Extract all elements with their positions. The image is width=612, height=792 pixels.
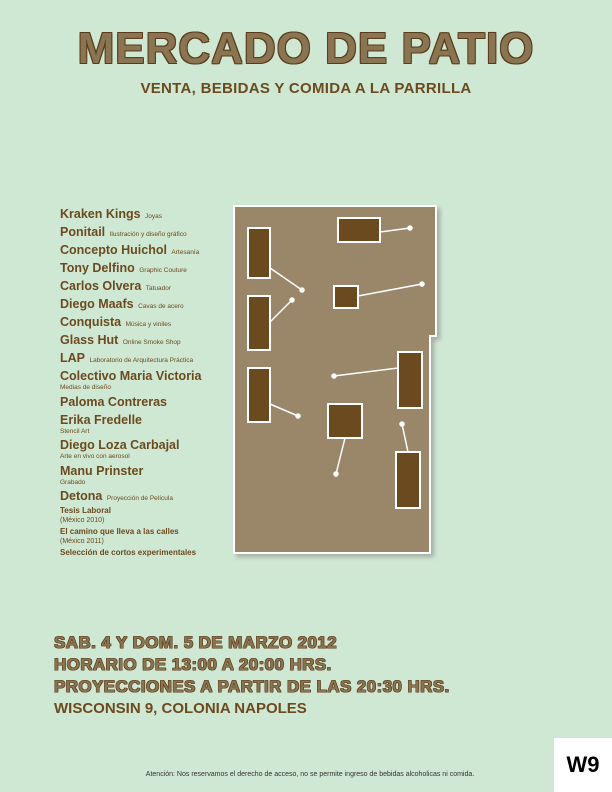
event-screenings: PROYECCIONES A PARTIR DE LAS 20:30 HRS. — [54, 677, 450, 696]
vendor-desc: Stencil Art — [60, 427, 90, 435]
stall — [248, 228, 270, 278]
event-dates: SAB. 4 Y DOM. 5 DE MARZO 2012 — [54, 633, 338, 652]
vendor-name: LAP — [60, 351, 85, 365]
vendor-name: Conquista — [60, 315, 122, 329]
vendor-desc: Artesanía — [171, 249, 200, 256]
event-info — [54, 632, 574, 720]
venue-map — [232, 204, 444, 562]
stall — [248, 368, 270, 422]
vendor-desc: Graphic Couture — [139, 267, 187, 274]
vendor-item — [60, 412, 235, 436]
film-title: Tesis Laboral — [60, 506, 111, 515]
vendor-item — [60, 368, 235, 392]
page-subtitle: VENTA, BEBIDAS Y COMIDA A LA PARRILLA — [140, 80, 472, 97]
page-title: MERCADO DE PATIO — [77, 24, 535, 73]
vendor-list — [60, 206, 235, 558]
stall — [398, 352, 422, 408]
stall — [334, 286, 358, 308]
vendor-desc: Cavas de acero — [138, 303, 184, 310]
vendor-item — [60, 260, 235, 276]
vendor-desc: Grabado — [60, 478, 86, 486]
vendor-item — [60, 278, 235, 294]
vendor-desc: Laboratorio de Arquitectura Práctica — [89, 357, 194, 364]
vendor-item — [60, 314, 235, 330]
film-item — [60, 527, 235, 546]
vendor-desc: Música y viniles — [125, 321, 172, 328]
film-year: (México 2011) — [60, 538, 104, 546]
vendor-name: Tony Delfino — [60, 261, 135, 275]
vendor-item — [60, 296, 235, 312]
stall — [248, 296, 270, 350]
vendor-item — [60, 488, 235, 504]
vendor-name: Manu Prinster — [60, 463, 144, 478]
vendor-desc: Tatuador — [145, 285, 172, 292]
vendor-name: Diego Loza Carbajal — [60, 438, 180, 452]
vendor-desc: Proyección de Película — [106, 495, 173, 502]
vendor-item — [60, 394, 235, 410]
vendor-item — [60, 350, 235, 366]
vendor-name: Colectivo Maria Victoria — [60, 369, 202, 383]
vendor-name: Ponitail — [60, 225, 106, 239]
vendor-desc: Online Smoke Shop — [122, 339, 181, 346]
vendor-name: Detona — [60, 489, 103, 503]
vendor-name: Concepto Huichol — [60, 243, 167, 257]
film-item — [60, 506, 235, 525]
vendor-item — [60, 206, 235, 222]
film-item — [60, 548, 235, 557]
stall — [396, 452, 420, 508]
film-year: (México 2010) — [60, 517, 105, 525]
vendor-item — [60, 437, 235, 461]
vendor-name: Erika Fredelle — [60, 412, 142, 427]
vendor-name: Kraken Kings — [60, 207, 141, 221]
vendor-name: Glass Hut — [60, 333, 119, 347]
vendor-item — [60, 242, 235, 258]
vendor-desc: Joyas — [145, 213, 163, 220]
vendor-item — [60, 463, 235, 487]
event-hours: HORARIO DE 13:00 A 20:00 HRS. — [54, 655, 332, 674]
vendor-name: Diego Maafs — [60, 297, 134, 311]
film-title: Selección de cortos experimentales — [60, 548, 197, 558]
footer-note: Atención: Nos reservamos el derecho de acceso, no se permite ingreso de bebidas alcoholicas ni comida. — [145, 771, 475, 778]
vendor-name: Carlos Olvera — [60, 279, 142, 293]
vendor-item — [60, 332, 235, 348]
vendor-item — [60, 224, 235, 240]
stall — [328, 404, 362, 438]
stall — [338, 218, 380, 242]
event-address: WISCONSIN 9, COLONIA NAPOLES — [54, 700, 307, 717]
film-title: El camino que lleva a las calles — [60, 527, 179, 537]
vendor-desc: Medias de diseño — [60, 384, 111, 391]
logo-badge: W9 — [554, 738, 612, 792]
vendor-desc: Arte en vivo con aerosol — [60, 453, 130, 460]
vendor-desc: Ilustración y diseño gráfico — [109, 231, 187, 238]
vendor-name: Paloma Contreras — [60, 394, 167, 409]
